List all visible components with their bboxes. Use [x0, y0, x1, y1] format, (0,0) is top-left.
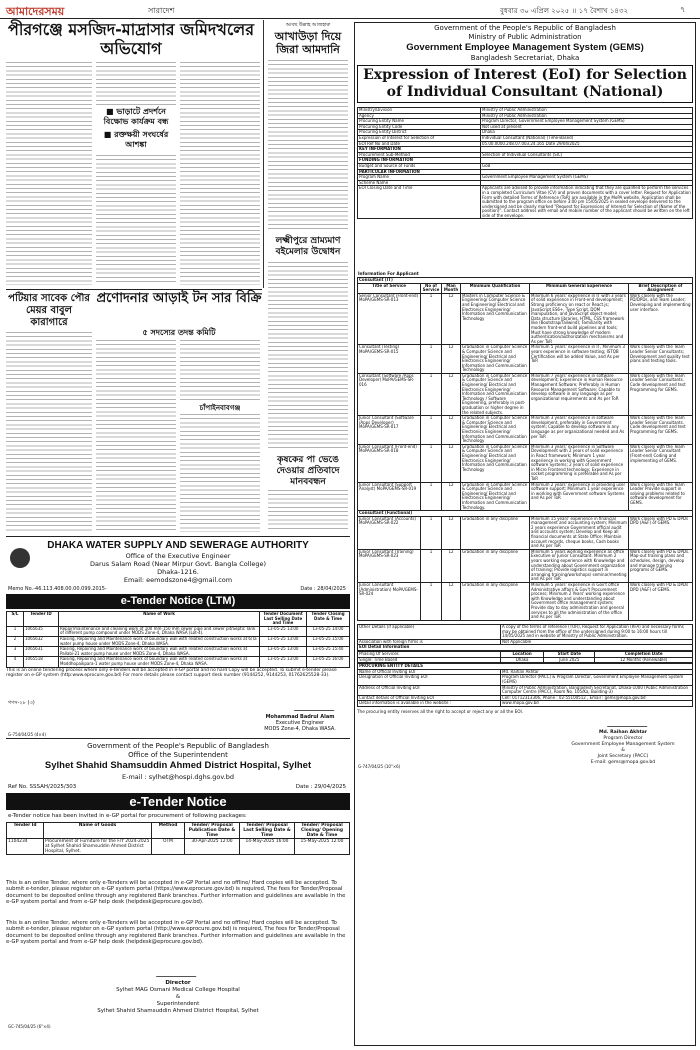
- entity-label: Name of Official Inviting EOI: [358, 669, 501, 675]
- cell-title: Consultant (Software /Apps Developer) MoPA/GEMS-SR-016: [358, 373, 421, 415]
- lead-article-text-3: [96, 155, 176, 285]
- info-row: [358, 186, 693, 219]
- cell-tender-id: 1104234: [7, 839, 44, 855]
- cell-no-of-service: 1: [421, 345, 442, 374]
- gems-reserve-note: The procuring entity reserves all the right to accept or reject any or all the EOI.: [357, 708, 524, 714]
- cell-assignment: Work closely with the Team Leader Senior Consultant (Front-end) Coding and implementing of GEMS.: [629, 444, 693, 482]
- info-label: Procuring Entity Name: [358, 119, 481, 125]
- functional-label: Consultant (Functional): [358, 511, 693, 517]
- patiya-text: [6, 332, 92, 532]
- cell-experience: Minimum 6 years' experience in IT with 3 years of solid experience in Front-end development; Strong proficiency on react or React.js; JavaScript ES6+, Type Script, DOM manipulation, and JavaScript object model; Data structure libraries, HTML, CSS framework like (Bootstrap/Tailwind); Familiarity with modern front-end build pipelines and tools; Must have strong knowledge of modern authentication/authorization mechanisms and As per ToR: [530, 293, 629, 345]
- cell-work: Repair/maintenance and cleaning work of 100 mm-150 mm sewer pipe and sewer pit/Septic Tank of different pump compound under MODS Zone-4, Dhaka WASA (Lot-4).: [59, 626, 260, 636]
- gems-ministry: Ministry of Public Administration: [468, 33, 582, 41]
- info-value: GoB: [481, 163, 693, 169]
- info-value: Government Employee Management System (GEMS): [481, 175, 693, 181]
- info-label: Procurement Sub-Method: [358, 152, 481, 158]
- entity-value[interactable]: www.mopa.gov.bd: [501, 701, 693, 707]
- dwasa-title: DHAKA WATER SUPPLY AND SEWERAGE AUTHORITY: [47, 540, 309, 551]
- cell-closing: 13-05-25 15:40: [307, 647, 350, 657]
- procuring-label: PROCURING ENTITY DETAILS: [358, 664, 693, 670]
- consultant-row: [358, 373, 693, 415]
- gems-signature-mark: [607, 716, 651, 727]
- cell-work: Raising, Repairing and Maintenance work of boundary wall with related construction works at Pallabi-21 water pump house under MODS Zone-4, Dhaka WASA.: [59, 647, 260, 657]
- entity-value: Ministry of Public Administration, Bangladesh Secretariat, Dhaka-1000 (Public Administration Computer Centre (PACC), Room No. 105/Ka, Building-3): [501, 685, 693, 695]
- consultant-row: [358, 482, 693, 511]
- col-method: Method: [152, 823, 185, 839]
- gems-notice: [354, 22, 696, 1046]
- info-label: Procuring Entity Code: [358, 124, 481, 130]
- dwasa-signer-title: Executive Engineer: [275, 720, 325, 726]
- table-row: [7, 839, 350, 855]
- cell-title: Senior Consultant (Front-end) MoPA/GEMS-SR-013: [358, 293, 421, 345]
- entity-value: Program Director (PACC) & Program Director, Government Employee Management System (GEMS): [501, 675, 693, 685]
- fertilizer-headline: প্রণোদনার আড়াই টন সার বিক্রি: [96, 291, 262, 306]
- gems-entity-table: [357, 663, 693, 707]
- cell-selling: 13-05-25 13:00: [260, 657, 307, 667]
- entity-label: Detail information is available in the website :: [358, 701, 501, 707]
- cell-assignment: Work closely with the Team Leader Senior Consultants. Code development and test Programming for GEMS.: [629, 373, 693, 415]
- gems-footer: [357, 624, 693, 776]
- cell-title: Junior Consultant (Front-end) MoPA/GEMS-SR-018: [358, 444, 421, 482]
- eoi-detail-label: EOI Detail Information: [358, 645, 693, 651]
- table-row: [7, 657, 350, 667]
- cell-qualification: Graduation in any discipline: [461, 583, 530, 621]
- sylhet-paragraph-2: This is an online Tender, where only e-Tenders will be accepted in e-GP Portal and no offline/ Hard copies will be accepted. To submit e-tender, please register on e-GP system portal (http://www.eprocure.gov.bd) is required, The fees for Tender/Proposal document to be deposited online through any registered Bank branches. Further information and guidelines are available in the e-GP system portal and from e-GP help desk (helpdesk@eprocure.gov.bd).: [6, 920, 346, 946]
- side-article-text: [268, 60, 348, 230]
- info-label: KEY INFORMATION: [358, 147, 481, 153]
- col-completion-date: Completion Date: [595, 651, 693, 657]
- cell-no-of-service: 1: [421, 293, 442, 345]
- cell-closing: 13-05-25 16:00: [307, 657, 350, 667]
- col-location: Location: [501, 651, 544, 657]
- info-label: FUNDING INFORMATION: [358, 158, 481, 164]
- gems-gov: Government of the People's Republic of Bangladesh: [434, 24, 616, 32]
- phasing-label: Phasing Of Services: [358, 651, 501, 657]
- gems-banner-line-2: of Individual Consultant (National): [386, 84, 664, 100]
- cell-goods: Procurement of Furniture for the F/Y 2024-2025 at Sylhet Shahid Shamsuddin Ahmed District Hospital, Sylhet.: [44, 839, 152, 855]
- dwasa-signature-mark: [294, 700, 338, 711]
- sylhet-paragraph-1: This is an online Tender, where only e-Tenders will be accepted in e-GP Portal and no offline/ Hard copies will be accepted. To submit e-tender, please register on e-GP system portal (https://www.eprocure.gov.bd) is required, The fees for Tender/Proposal document to be deposited online through any registered Bank branches. Further information and guidelines are available in the e-GP system portal and from e-GP help desk (helpdesk@eprocure.gov.bd).: [6, 880, 346, 906]
- lead-headline: পীরগঞ্জে মসজিদ-মাদ্রাসার জমিদখলের অভিযোগ: [7, 20, 254, 58]
- info-label: Scheme Name: [358, 180, 481, 186]
- gems-applicant-label: Information For Applicant: [358, 271, 419, 276]
- cell-assignment: Work closely with the Team Leader Provide support in solving problems related to software development for GEMS.: [629, 482, 693, 511]
- sylhet-signature-mark: [156, 966, 200, 977]
- col-assignment: Brief Description of Assignment: [629, 283, 693, 293]
- cell-sl: 4: [7, 657, 24, 667]
- info-value: Program Director, Government Employee Management System (GEMS): [481, 119, 693, 125]
- dwasa-office: Office of the Executive Engineer: [125, 552, 231, 560]
- cell-method: OTM: [152, 839, 185, 855]
- col-experience: Minimum General Experience: [530, 283, 629, 293]
- newspaper-logo: আমাদেরসময়: [6, 5, 65, 18]
- lead-article-text: [6, 62, 92, 285]
- dwasa-date: Date : 28/04/2025: [300, 586, 346, 592]
- news-rule-1: [6, 289, 262, 290]
- table-row: [7, 626, 350, 636]
- cell-assignment: Work closely with PD & DPDs. Map-out training plans and schedules, design, develop and manage training programs of GEMS.: [629, 549, 693, 582]
- news-rule-2: [6, 536, 350, 537]
- dwasa-signer-name: Mohammad Badrul Alam: [265, 714, 335, 720]
- dwasa-signer-office: MODS Zone-4, Dhaka WASA.: [264, 726, 336, 732]
- masthead-rule: [0, 18, 700, 19]
- dwasa-banner: e-Tender Notice (LTM): [6, 594, 350, 609]
- col-tender-id: Tender Id: [7, 823, 44, 839]
- consultant-row: [358, 549, 693, 582]
- cell-qualification: Graduation in any discipline: [461, 516, 530, 549]
- cell-closing: 13-05-25 15:00: [307, 636, 350, 646]
- gems-signature-block: [357, 714, 693, 776]
- cell-qualification: Graduation in any discipline: [461, 549, 530, 582]
- col-closing: Tender Closing Date & Time: [307, 612, 350, 627]
- dwasa-code: G-754/04/25 (4×4): [8, 732, 46, 737]
- cell-title: Junior Consultant (Administration) MoPA/GEMS-SR-024: [358, 583, 421, 621]
- lakshmipur-headline: লক্ষ্মীপুরে ভ্রাম্যমাণ বইমেলার উদ্বোধন: [275, 236, 341, 257]
- info-label: Ministry/Division: [358, 108, 481, 114]
- cell-work: Raising, Repairing and Maintenance work of boundary wall with related construction works at 6/Ta water pump house under MODS Zone-4, Dhaka WASA.: [59, 636, 260, 646]
- cell-sl: 1: [7, 626, 24, 636]
- sylhet-title: Sylhet Shahid Shamsuddin Ahmed District Hospital, Sylhet: [44, 760, 312, 771]
- lead-subhead-1: ■ ভাড়াটে প্রদর্শনে বিক্ষোভ কার্যক্রম বন্ধ: [103, 107, 169, 126]
- lead-subhead-2: ■ রক্তক্ষয়ী সংঘর্ষের আশঙ্কা: [103, 130, 169, 149]
- gems-code: G-747/04/25 (10"×6): [358, 763, 401, 769]
- col-name-of-work: Name of Work: [59, 612, 260, 627]
- patiya-headline: পটিয়ার সাবেক পৌর মেয়র বাবুল কারাগারে: [8, 293, 90, 328]
- info-label: Procuring Entity District: [358, 130, 481, 136]
- cell-qualification: Graduation in Computer Science & Computer Science and Engineering/ Electrical and Electronics Engineering/ Information and Communication Technology.: [461, 482, 530, 511]
- fertilizer-subhead: ৫ সদস্যের তদন্ত কমিটি: [142, 328, 216, 337]
- consultant-row: [358, 293, 693, 345]
- cell-work: Raising, Repairing and Maintenance work of boundary wall with related construction works at Moddhopaikpara-1 water pump house under MODS Zone-4, Dhaka WASA.: [59, 657, 260, 667]
- col-man-month: Man Month: [442, 283, 461, 293]
- sylhet-gov: Government of the People's Republic of Bangladesh: [87, 742, 269, 750]
- gems-banner-line-1: Expression of Interest (EoI) for Selection: [363, 67, 687, 83]
- gems-signer-joint: Joint Secretary (PACC): [597, 753, 649, 759]
- info-value: Ministry of Public Administration: [481, 113, 693, 119]
- cell-tender-id: 1065518: [24, 657, 59, 667]
- info-label: Budget and Source of Funds: [358, 163, 481, 169]
- sylhet-tender-table: [6, 822, 350, 855]
- cell-title: Junior Consultant (Support Analyst) MoPA/GEMS-SR-019: [358, 482, 421, 511]
- cell-assignment: Work closely with the PD/DPDs, and Team Leader; Developing and implementing user interface.: [629, 293, 693, 345]
- info-value: Not used at present: [481, 124, 693, 130]
- cell-experience: Minimum 5 years' experience in IT, Minimum 3 years experience in software testing; ISTQB Certification will be added Value, and As per ToR: [530, 345, 629, 374]
- cell-experience: Minimum 3 years' experience in Software Development with 2 years of solid experience in React framework; Minimum 1 year experience in working with Government software Systems; 2 years of solid experience in Micro Frontend technology; Experience in socket programming is preferable and As per ToR: [530, 444, 629, 482]
- info-label: Expression of Interest for Selection of: [358, 135, 481, 141]
- news-rule-3: [6, 738, 350, 739]
- info-value: Dhaka: [481, 130, 693, 136]
- gems-place: Bangladesh Secretariat, Dhaka: [470, 54, 580, 62]
- fertilizer-text-2: [180, 340, 260, 400]
- cell-tender-id: 1065631: [24, 647, 59, 657]
- entity-label: Contact details of Official Inviting EOI: [358, 695, 501, 701]
- cell-tender-id: 1065632: [24, 636, 59, 646]
- col-start-date: Start Date: [544, 651, 595, 657]
- entity-value: Md. Raihan Akhtar: [501, 669, 693, 675]
- assoc-label: Association with foreign firms is: [358, 639, 501, 645]
- table-row: [358, 657, 693, 663]
- consultant-row: [358, 444, 693, 482]
- chapainawabganj-subhead: চাঁপাইনবাবগঞ্জ: [199, 404, 241, 412]
- cell-no-of-service: 1: [421, 416, 442, 445]
- cell-experience: Minimum 3 years' experience in software development, preferably in Government system; Capable to develop software in any language as per organizational needed and As per ToR: [530, 416, 629, 445]
- info-label: Agency: [358, 113, 481, 119]
- entity-row: [358, 675, 693, 685]
- gems-consultant-table: [357, 277, 693, 621]
- sylhet-sign-amp: &: [175, 994, 181, 1000]
- col-qualification: Minimum Qualification: [461, 283, 530, 293]
- cell-man-month: 12: [442, 345, 461, 374]
- cell-no-of-service: 1: [421, 373, 442, 415]
- sylhet-sign-college: Sylhet MAG Osmani Medical College Hospital: [116, 987, 240, 993]
- cell-publication: 30-Apr-2025 12:00: [185, 839, 240, 855]
- cell-last-selling: 14-May-2025 16:00: [240, 839, 295, 855]
- col-last-selling: Tender/ Proposal Last Selling Date & Time: [240, 823, 295, 839]
- table-row: [358, 645, 693, 651]
- cell-qualification: Graduation in Computer Science & Computer Science and Engineering/ Electrical and Electronics Engineering/ Information and Communication Technology / Software Engineering, preferably in post-graduation or higher degree in the related subjects.: [461, 373, 530, 415]
- col-tender-id: Tender ID: [24, 612, 59, 627]
- cell-assignment: Work closely with PD & DPDs DPD (A&F) of GEMS.: [629, 516, 693, 549]
- consultant-row: [358, 416, 693, 445]
- cell-location: Dhaka: [501, 657, 544, 663]
- side-kicker: আবছ উল্লাহ আজহারু: [285, 22, 331, 28]
- sylhet-sign-director: Director: [165, 980, 191, 986]
- other-details-label: Other Details (if applicable): [358, 625, 501, 640]
- col-closing: Tender/ Proposal Closing/ Opening Date & Time: [295, 823, 350, 839]
- masthead: [0, 0, 700, 20]
- cell-no-of-service: 1: [421, 516, 442, 549]
- cell-qualification: Graduation in Computer Science & Computer Science and Engineering/ Electrical and Electronics Engineering/ Information and Communication Technology: [461, 345, 530, 374]
- cell-no-of-service: 1: [421, 549, 442, 582]
- info-label: PARTICULAR INFORMATION: [358, 169, 481, 175]
- col-title: Title of Service: [358, 283, 421, 293]
- issue-date: বুধবার ৩০ এপ্রিল ২০২৫ ।। ১৭ বৈশাখ ১৪৩২: [500, 7, 629, 15]
- sylhet-office: Office of the Superintendent: [128, 751, 228, 759]
- cell-man-month: 12: [442, 444, 461, 482]
- sylhet-code: GC-745/04/25 (6"×4): [8, 1024, 51, 1029]
- sylhet-date: Date : 29/04/2025: [295, 784, 346, 790]
- table-row: [358, 625, 693, 640]
- lakshmipur-text: [268, 262, 348, 448]
- consultant-row: [358, 345, 693, 374]
- cell-man-month: 12: [442, 416, 461, 445]
- cell-man-month: 12: [442, 293, 461, 345]
- cell-man-month: 12: [442, 583, 461, 621]
- cell-man-month: 12: [442, 549, 461, 582]
- gems-signer-name: Md. Raihan Akhtar: [598, 729, 648, 735]
- info-label: Program Name: [358, 175, 481, 181]
- sylhet-sign-hospital: Sylhet Shahid Shamsuddin Ahmed District Hospital, Sylhet: [97, 1008, 259, 1014]
- cell-sl: 3: [7, 647, 24, 657]
- sylhet-intro: e-Tender notice has been invited in e-GP portal for procurement of following packages:: [8, 813, 247, 819]
- cell-experience: Minimum 7 years' experience in software development; Experience in Human Resource Management Software; Preferably in Human Resource Management Software; Capable to develop software in any language as per organizational requirements and As per ToR: [530, 373, 629, 415]
- fertilizer-text-3: [180, 414, 260, 532]
- news-column-separator: [263, 20, 264, 288]
- consultant-row: [358, 516, 693, 549]
- cell-tender-id: 1065635: [24, 626, 59, 636]
- col-publication: Tender/ Proposal Publication Date & Time: [185, 823, 240, 839]
- cell-experience: Minimum 5 years' experience in Gov't office Administrative affairs & Gov't Procurement process; Minimum 2 Years' working experience with Knowledge and understanding about Government office management system; Provide day to day administration and general services to all the administration of the office and As per ToR: [530, 583, 629, 621]
- dwasa-email[interactable]: Email: eemodszone4@gmail.com: [123, 576, 233, 584]
- entity-row: [358, 701, 693, 707]
- entity-value: Cell: 01712313306, Phone : 02-55100512 , Email : gems@mopa.gov.bd: [501, 695, 693, 701]
- col-no-of-service: No of Service: [421, 283, 442, 293]
- entity-label: Designation of Official Inviting EOI: [358, 675, 501, 685]
- cell-no-of-service: 1: [421, 583, 442, 621]
- gems-title: Government Employee Management System (GEMS): [406, 42, 644, 53]
- gems-info-table: [357, 107, 693, 219]
- info-value: Selection of Individual Consultants (SIC): [481, 152, 693, 158]
- cell-title: Junior Consultant (Accounts) MoPA/GEMS-SR-022: [358, 516, 421, 549]
- cell-qualification: Graduation in Computer Science & Computer Science and Engineering/ Electrical and Electronics Engineering/ Information and Communication Technology: [461, 444, 530, 482]
- sylhet-sign-superintendent: Superintendent: [156, 1001, 200, 1007]
- assoc-value: Not Applicable: [501, 639, 693, 645]
- cell-title: Consultant (Testing) MoPA/GEMS-SR-015: [358, 345, 421, 374]
- table-row: [7, 636, 350, 646]
- cell-selling: 13-05-25 13:00: [260, 647, 307, 657]
- cell-selling: 13-05-25 13:00: [260, 636, 307, 646]
- info-label: EOI Closing Date and Time: [358, 186, 481, 219]
- info-value: Applicants are advised to provide information indicating that they are qualified to perform the services in a completed Curriculum Vitae (CV) and proven documents with a cover letter. Request for Application Form with detailed Terms of Reference (ToR) are available in the MoPA website. Application shall be submitted to the program office on before 3:00 pm 15/05/2025 in sealed envelope delivered to the undersigned and be clearly marked "Request for Expressions of Interest for Selection of (Name of the position)". Contact address with email and mobile number of the applicant should be written on the left side of the envelope.: [482, 185, 691, 218]
- cell-closing: 13-05-25 14:00: [307, 626, 350, 636]
- section-name: সারাদেশ: [148, 6, 175, 15]
- gems-signer-title: Program Director: [603, 735, 643, 741]
- farmer-headline: কৃষকের পা ভেঙে দেওয়ার প্রতিবাদে মানববন্ধন: [276, 455, 340, 487]
- gems-signer-project: Government Employee Management System: [571, 741, 675, 747]
- entity-label: Address of Official Inviting EOI: [358, 685, 501, 695]
- cell-assignment: Work closely with the Team Leader Senior Consultants; Development and quality test plans and testing tools.: [629, 345, 693, 374]
- cell-qualification: Graduation in Computer Science & Computer Science and Engineering/ Electrical and Electronics Engineering/ Information and Communication Technology: [461, 416, 530, 445]
- cell-experience: Minimum 15 years' experience in financial management and accounting system; Minimum 2 years experience Government official audit and accounts system; Develop and Keep all financial documents at State Office; Maintain account records, cheque books, Cash books and As per ToR: [531, 515, 627, 549]
- dwasa-gd: গণস-২৮ (৩): [8, 700, 35, 706]
- col-last-selling: Tender Document Last Selling Date and Time: [260, 612, 307, 627]
- cell-man-month: 12: [442, 482, 461, 511]
- col-sl: S/L: [7, 612, 24, 627]
- info-value: Individual Consultant (National) (Time-Based): [481, 135, 693, 141]
- lead-article-text-2: [96, 62, 176, 106]
- header-row: [358, 283, 693, 293]
- cell-closing: 15-May-2025 12:00: [295, 839, 350, 855]
- gems-signer-amp: &: [621, 747, 625, 753]
- gems-signer-email[interactable]: E-mail: gems@mopa.gov.bd: [590, 759, 656, 765]
- info-value: Ministry of Public Administration: [481, 108, 693, 114]
- gems-phasing-table: [357, 651, 693, 663]
- dwasa-note: This is an online tendering process where only e-tenders will be accepted in e-GP portal and no hard Copy will be accepted. To submit e-tender please register on e-GP system (http:www.eprocure.gov.bd) For more details please contact support desk number (9144252, 9144253, 01762625528-33).: [6, 668, 337, 679]
- cell-selling: 13-05-25 13:00: [260, 626, 307, 636]
- lead-article-text-4: [180, 62, 260, 285]
- cell-man-month: 12: [442, 373, 461, 415]
- cell-experience: Minimum 2 years' experience in providing user software support; Minimum 1 year experience in working with Government software Systems and As per ToR: [530, 482, 629, 511]
- cell-title: Junior Consultant (Training) MoPA/GEMS-SR-023: [358, 549, 421, 582]
- it-label: Consultant (IT): [358, 278, 693, 284]
- cell-no-of-service: 1: [421, 444, 442, 482]
- dwasa-address: Darus Salam Road (Near Mirpur Govt. Bangla College): [90, 560, 266, 568]
- cell-experience: Minimum 5 years working experience as office Executive or Junior Consultant. Minimum 2 years working experience with Knowledge and understanding about Government organization of training; Provide logistics support in arranging training/workshops/ seminar/meeting and As per ToR: [531, 548, 627, 582]
- info-label: EOI Ref No and Date: [358, 141, 481, 147]
- col-goods: Name of Goods: [44, 823, 152, 839]
- sylhet-ref: Ref No. SSSAH/2025/303: [8, 784, 77, 790]
- cell-assignment: Work closely with PD & DPDs DPD (A&F) of GEMS.: [629, 583, 693, 621]
- cell-assignment: Work closely with the Team Leader Senior Consultants. Code development and test Programming for GEMS.: [629, 416, 693, 445]
- fertilizer-text: [96, 340, 176, 532]
- info-value: 05.00.0000.248.07.003.24.165 Date 29/04/2025: [481, 141, 693, 147]
- dwasa-city: Dhaka-1216.: [157, 568, 199, 576]
- gems-banner: [357, 65, 693, 103]
- side-headline: আখাউড়া দিয়ে জিরা আমদানি: [274, 30, 342, 56]
- sylhet-banner: e-Tender Notice: [6, 793, 350, 810]
- cell-sl: 2: [7, 636, 24, 646]
- cell-start: June 2025: [544, 657, 595, 663]
- cell-title: Junior Consultant (Software /Apps Developer) MoPA/GEMS-SR-017: [358, 416, 421, 445]
- sylhet-email[interactable]: E-mail : sylhet@hospi.dghs.gov.bd: [122, 773, 234, 781]
- page-number: ৭: [680, 5, 686, 14]
- dwasa-tender-table: [6, 611, 350, 668]
- cell-qualification: Masters in Computer Science & Engineering/ Computer Science and Engineering/ Electrical and Electronics Engineering/ Information and Communication Technology: [461, 293, 530, 345]
- farmer-text: [268, 490, 348, 532]
- cell-completion: 12 Months (Renewable): [595, 657, 693, 663]
- cell-man-month: 12: [442, 516, 461, 549]
- other-details-value: A copy of the terms of reference (TOR), Request for Application (RFA) and necessary forms may be obtained from the office of the undersigned during 9:00 to 16:00 hours till 14/05/2025 and in website of Ministry of Public Administration.: [501, 625, 693, 640]
- cell-no-of-service: 1: [421, 482, 442, 511]
- dwasa-notice: [6, 540, 350, 765]
- gems-other-table: [357, 624, 693, 651]
- table-row: [7, 647, 350, 657]
- consultant-row: [358, 583, 693, 621]
- dwasa-memo: Memo No.-46.113.408.00.00.099.2015-: [8, 586, 107, 592]
- sylhet-notice: [6, 742, 350, 1046]
- time-label: Single: Time Based: [358, 657, 501, 663]
- entity-row: [358, 685, 693, 695]
